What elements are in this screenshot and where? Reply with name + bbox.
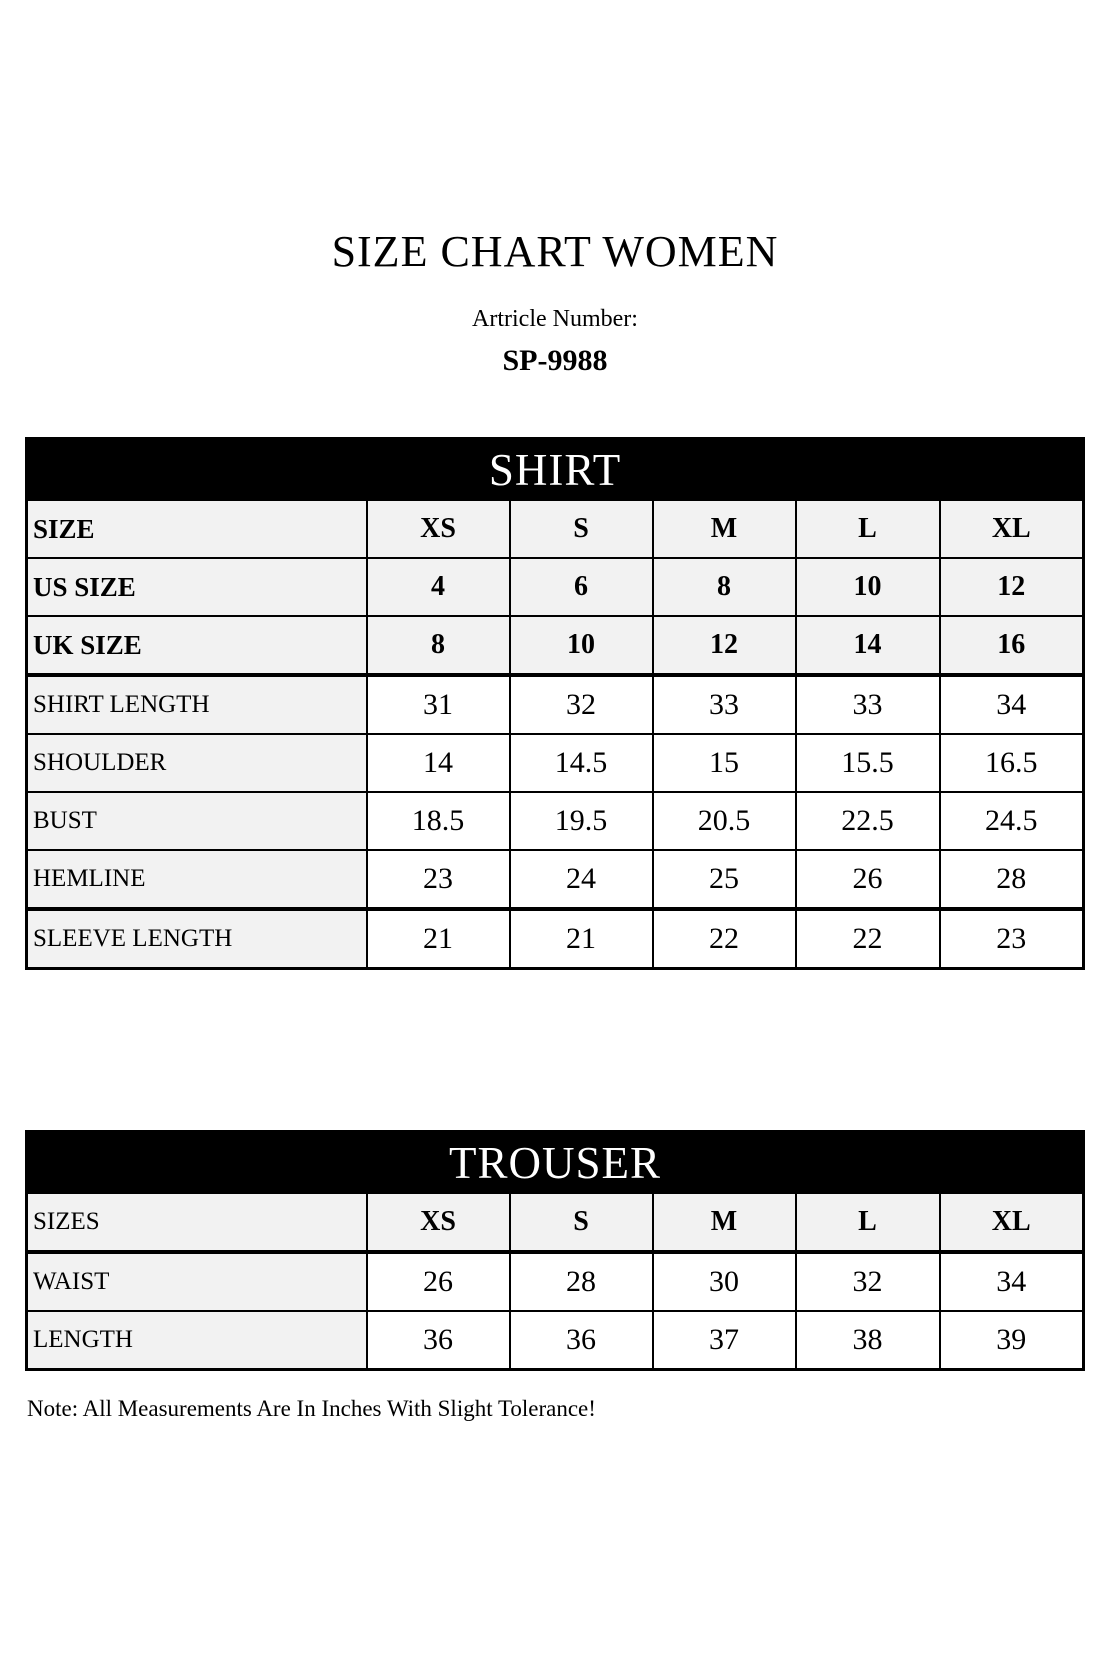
- hemline-xs: 23: [367, 850, 510, 909]
- sleeve-length-m: 22: [653, 909, 796, 969]
- waist-xl: 34: [940, 1252, 1084, 1311]
- length-row: [27, 1311, 1084, 1370]
- hemline-m: 25: [653, 850, 796, 909]
- measurement-note: Note: All Measurements Are In Inches With Slight Tolerance!: [27, 1396, 596, 1421]
- row-label-uk-size: UK SIZE: [27, 616, 367, 675]
- hemline-s: 24: [510, 850, 653, 909]
- shirt-length-xs: 31: [367, 675, 510, 734]
- bust-xl: 24.5: [940, 792, 1084, 850]
- row-label-shirt-length: SHIRT LENGTH: [27, 675, 367, 734]
- page-title: SIZE CHART WOMEN: [331, 227, 779, 276]
- uk-size-xl: 16: [940, 616, 1084, 675]
- shirt-length-l: 33: [796, 675, 940, 734]
- article-number-label: Artricle Number:: [472, 306, 638, 332]
- article-number-value: SP-9988: [502, 344, 608, 377]
- us-size-m: 8: [653, 558, 796, 616]
- shirt-length-row: [27, 675, 1084, 734]
- us-size-s: 6: [510, 558, 653, 616]
- shirt-size-row: [27, 500, 1084, 558]
- shoulder-s: 14.5: [510, 734, 653, 792]
- shirt-table-band: [27, 439, 1084, 501]
- row-label-bust: BUST: [27, 792, 367, 850]
- shirt-us-size-row: [27, 558, 1084, 616]
- shirt-size-table: [25, 437, 1085, 970]
- shoulder-row: [27, 734, 1084, 792]
- sleeve-length-row: [27, 909, 1084, 969]
- trouser-table-title: TROUSER: [27, 1132, 1084, 1194]
- hemline-l: 26: [796, 850, 940, 909]
- trouser-table-band: [27, 1132, 1084, 1194]
- waist-s: 28: [510, 1252, 653, 1311]
- hemline-xl: 28: [940, 850, 1084, 909]
- waist-m: 30: [653, 1252, 796, 1311]
- row-label-waist: WAIST: [27, 1252, 367, 1311]
- shirt-length-s: 32: [510, 675, 653, 734]
- row-label-sizes: SIZES: [27, 1193, 367, 1252]
- length-s: 36: [510, 1311, 653, 1370]
- sleeve-length-l: 22: [796, 909, 940, 969]
- uk-size-s: 10: [510, 616, 653, 675]
- shoulder-xl: 16.5: [940, 734, 1084, 792]
- uk-size-l: 14: [796, 616, 940, 675]
- size-col-s: S: [510, 500, 653, 558]
- length-l: 38: [796, 1311, 940, 1370]
- shirt-uk-size-row: [27, 616, 1084, 675]
- trouser-size-table: [25, 1130, 1085, 1371]
- bust-m: 20.5: [653, 792, 796, 850]
- length-xl: 39: [940, 1311, 1084, 1370]
- sleeve-length-xl: 23: [940, 909, 1084, 969]
- shirt-length-xl: 34: [940, 675, 1084, 734]
- sleeve-length-s: 21: [510, 909, 653, 969]
- trouser-size-xs: XS: [367, 1193, 510, 1252]
- length-xs: 36: [367, 1311, 510, 1370]
- hemline-row: [27, 850, 1084, 909]
- row-label-shoulder: SHOULDER: [27, 734, 367, 792]
- trouser-size-xl: XL: [940, 1193, 1084, 1252]
- bust-s: 19.5: [510, 792, 653, 850]
- sleeve-length-xs: 21: [367, 909, 510, 969]
- us-size-l: 10: [796, 558, 940, 616]
- trouser-sizes-row: [27, 1193, 1084, 1252]
- size-col-xl: XL: [940, 500, 1084, 558]
- length-m: 37: [653, 1311, 796, 1370]
- shirt-table-title: SHIRT: [27, 439, 1084, 501]
- size-col-m: M: [653, 500, 796, 558]
- trouser-size-l: L: [796, 1193, 940, 1252]
- row-label-length: LENGTH: [27, 1311, 367, 1370]
- us-size-xs: 4: [367, 558, 510, 616]
- bust-row: [27, 792, 1084, 850]
- shirt-length-m: 33: [653, 675, 796, 734]
- size-col-l: L: [796, 500, 940, 558]
- row-label-hemline: HEMLINE: [27, 850, 367, 909]
- bust-l: 22.5: [796, 792, 940, 850]
- uk-size-xs: 8: [367, 616, 510, 675]
- us-size-xl: 12: [940, 558, 1084, 616]
- trouser-size-s: S: [510, 1193, 653, 1252]
- waist-xs: 26: [367, 1252, 510, 1311]
- shoulder-l: 15.5: [796, 734, 940, 792]
- trouser-size-m: M: [653, 1193, 796, 1252]
- waist-l: 32: [796, 1252, 940, 1311]
- row-label-sleeve-length: SLEEVE LENGTH: [27, 909, 367, 969]
- shoulder-xs: 14: [367, 734, 510, 792]
- uk-size-m: 12: [653, 616, 796, 675]
- row-label-size: SIZE: [27, 500, 367, 558]
- size-col-xs: XS: [367, 500, 510, 558]
- shoulder-m: 15: [653, 734, 796, 792]
- bust-xs: 18.5: [367, 792, 510, 850]
- waist-row: [27, 1252, 1084, 1311]
- row-label-us-size: US SIZE: [27, 558, 367, 616]
